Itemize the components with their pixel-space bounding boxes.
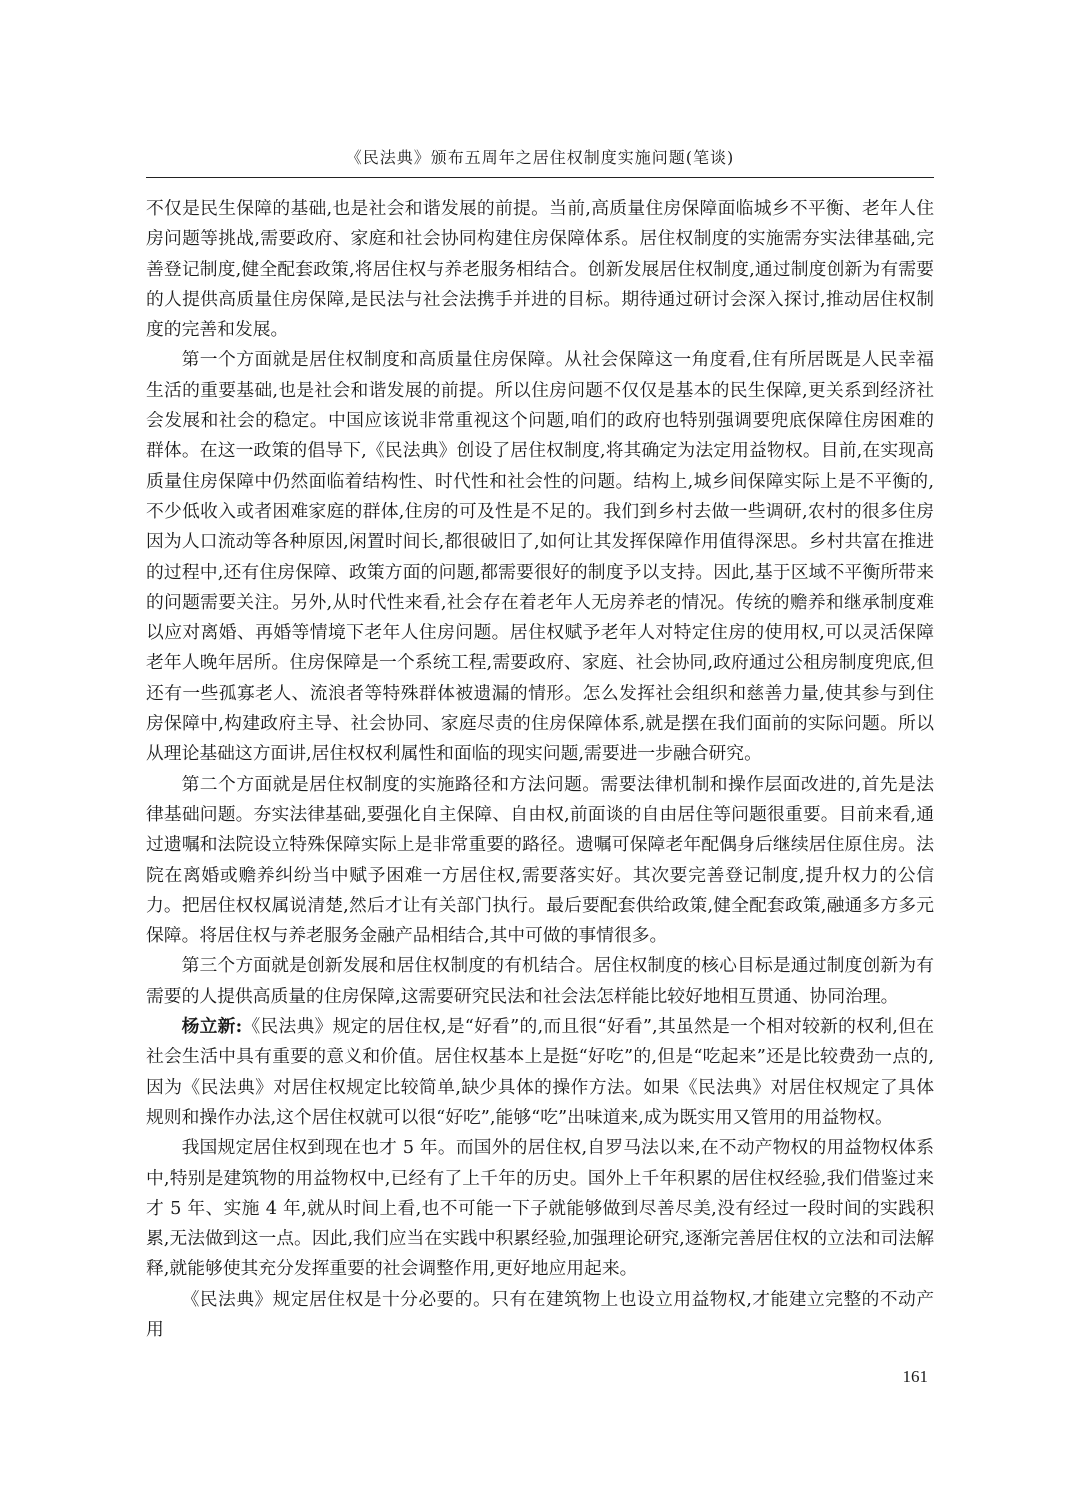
paragraph-first-aspect: 第一个方面就是居住权制度和高质量住房保障。从社会保障这一角度看,住有所居既是人民幸福生活的重要基础,也是社会和谐发展的前提。所以住房问题不仅仅是基本的民生保障,更关系到经济社会发展和社会的稳定。中国应该说非常重视这个问题,咱们的政府也特别强调要兜底保障住房困难的群体。在这一政策的倡导下,《民法典》创设了居住权制度,将其确定为法定用益物权。目前,在实现高质量住房保障中仍然面临着结构性、时代性和社会性的问题。结构上,城乡间保障实际上是不平衡的,不少低收入或者困难家庭的群体,住房的可及性是不足的。我们到乡村去做一些调研,农村的很多住房因为人口流动等各种原因,闲置时间长,都很破旧了,如何让其发挥保障作用值得深思。乡村共富在推进的过程中,还有住房保障、政策方面的问题,都需要很好的制度予以支持。因此,基于区域不平衡所带来的问题需要关注。另外,从时代性来看,社会存在着老年人无房养老的情况。传统的赡养和继承制度难以应对离婚、再婚等情境下老年人住房问题。居住权赋予老年人对特定住房的使用权,可以灵活保障老年人晚年居所。住房保障是一个系统工程,需要政府、家庭、社会协同,政府通过公租房制度兜底,但还有一些孤寡老人、流浪者等特殊群体被遗漏的情形。怎么发挥社会组织和慈善力量,使其参与到住房保障中,构建政府主导、社会协同、家庭尽责的住房保障体系,就是摆在我们面前的实际问题。所以从理论基础这方面讲,居住权权利属性和面临的现实问题,需要进一步融合研究。 bbox=[146, 349, 934, 765]
running-header: 《民法典》颁布五周年之居住权制度实施问题(笔谈) bbox=[345, 148, 735, 167]
article-body bbox=[146, 194, 934, 1345]
paragraph-yang-lixin bbox=[146, 1012, 934, 1133]
speaker-statement: 《民法典》规定的居住权,是“好看”的,而且很“好看”,其虽然是一个相对较新的权利,但在社会生活中具有重要的意义和价值。居住权基本上是挺“好吃”的,但是“吃起来”还是比较费劲一点的,因为《民法典》对居住权规定比较简单,缺少具体的操作方法。如果《民法典》对居住权规定了具体规则和操作办法,这个居住权就可以很“好吃”,能够“吃”出味道来,成为既实用又管用的用益物权。 bbox=[146, 1016, 934, 1128]
paragraph-necessity: 《民法典》规定居住权是十分必要的。只有在建筑物上也设立用益物权,才能建立完整的不动产用 bbox=[146, 1288, 934, 1340]
paragraph-continuation: 不仅是民生保障的基础,也是社会和谐发展的前提。当前,高质量住房保障面临城乡不平衡、老年人住房问题等挑战,需要政府、家庭和社会协同构建住房保障体系。居住权制度的实施需夯实法律基础,完善登记制度,健全配套政策,将居住权与养老服务相结合。创新发展居住权制度,通过制度创新为有需要的人提供高质量住房保障,是民法与社会法携手并进的目标。期待通过研讨会深入探讨,推动居住权制度的完善和发展。 bbox=[146, 198, 934, 341]
paragraph-second-aspect: 第二个方面就是居住权制度的实施路径和方法问题。需要法律机制和操作层面改进的,首先是法律基础问题。夯实法律基础,要强化自主保障、自由权,前面谈的自由居住等问题很重要。目前来看,通过遗嘱和法院设立特殊保障实际上是非常重要的路径。遗嘱可保障老年配偶身后继续居住原住房。法院在离婚或赡养纠纷当中赋予困难一方居住权,需要落实好。其次要完善登记制度,提升权力的公信力。把居住权权属说清楚,然后才让有关部门执行。最后要配套供给政策,健全配套政策,融通多方多元保障。将居住权与养老服务金融产品相结合,其中可做的事情很多。 bbox=[146, 773, 934, 947]
speaker-name: 杨立新: bbox=[181, 1016, 243, 1038]
paragraph-history: 我国规定居住权到现在也才 5 年。而国外的居住权,自罗马法以来,在不动产物权的用益物权体系中,特别是建筑物的用益物权中,已经有了上千年的历史。国外上千年积累的居住权经验,我们借鉴过来才 5 年、实施 4 年,就从时间上看,也不可能一下子就能够做到尽善尽美,没有经过一段时间的实践积累,无法做到这一点。因此,我们应当在实践中积累经验,加强理论研究,逐渐完善居住权的立法和司法解释,就能够使其充分发挥重要的社会调整作用,更好地应用起来。 bbox=[146, 1137, 934, 1280]
paragraph-third-aspect: 第三个方面就是创新发展和居住权制度的有机结合。居住权制度的核心目标是通过制度创新为有需要的人提供高质量的住房保障,这需要研究民法和社会法怎样能比较好地相互贯通、协同治理。 bbox=[146, 955, 934, 1007]
page-number: 161 bbox=[902, 1367, 928, 1386]
header-divider bbox=[146, 177, 934, 178]
